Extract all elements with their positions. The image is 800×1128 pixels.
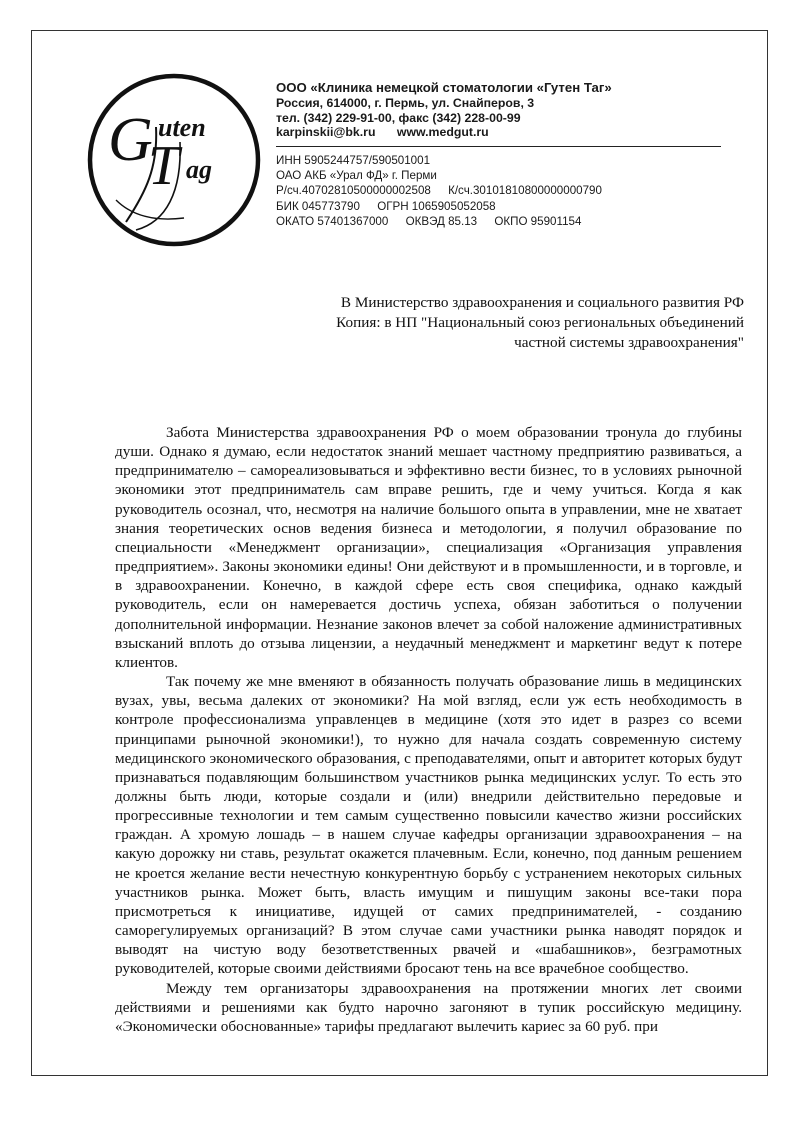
company-bik-ogrn <box>276 199 746 214</box>
addressee-block <box>336 293 744 353</box>
company-okved: ОКВЭД 85.13 <box>405 215 478 229</box>
guten-tag-logo-icon <box>86 72 262 248</box>
company-inn: ИНН 5905244757/590501001 <box>276 153 431 167</box>
account-ks: К/сч.30101810800000000790 <box>448 184 602 198</box>
addressee-line: Копия: в НП "Национальный союз региональных объединений <box>336 314 744 331</box>
company-name: ООО «Клиника немецкой стоматологии «Гутен Таг» <box>276 80 612 95</box>
addressee-line: В Министерство здравоохранения и социального развития РФ <box>340 294 744 311</box>
letter-paragraph: Между тем организаторы здравоохранения на протяжении многих лет своими действиями и решениями как будто нарочно загоняют в тупик российскую медицину. «Экономически обоснованные» тарифы предлагают вылечить кариес за 60 руб. при <box>115 979 742 1035</box>
letter-paragraph: Забота Министерства здравоохранения РФ о моем образовании тронула до глубины души. Однако я думаю, если недостаток знаний мешает частному предприятию развиваться, а предпринимателю – самореализовываться и эффективно вести бизнес, то в условиях рыночной экономики этот предприниматель сам вправе решить, где и чему учиться. Когда я как руководитель осознал, что, несмотря на наличие большого опыта в управлении, мне не хватает знания теоретических основ ведения бизнеса и методологии, я получил образование по специальности «Менеджмент организации», специализация «Организация управления предприятием». Законы экономики едины! Они действуют и в промышленности, и в торговле, и в здравоохранении. Конечно, в каждой сфере есть своя специфика, однако каждый руководитель, если он намеревается достичь успеха, обязан заботиться о получении дополнительной информации. Незнание законов влечет за собой наложение административных взысканий вплоть до отзыва лицензии, а неудачный менеджмент и маркетинг ведут к потере клиентов. <box>115 424 742 671</box>
company-bank: ОАО АКБ «Урал ФД» г. Перми <box>276 168 437 182</box>
letter-paragraph: Так почему же мне вменяют в обязанность получать образование лишь в медицинских вузах, увы, весьма далеких от экономики? На мой взгляд, если уж есть необходимость в контроле профессионализма управленцев в медицине (хотя это идет в разрез со всеми принципами рыночной экономики!), то нужно для начала создать современную систему медицинского экономического образования, с преподавателями, опыт и авторитет которых будут признаваться подавляющим большинством участников рынка медицинских услуг. То есть это должны быть люди, которые создали и (или) внедрили действительно передовые и прогрессивные технологии и тем самым существенно повысили качество жизни российских граждан. А хромую лошадь – в нашем случае кафедры организации здравоохранения – на какую дорожку ни ставь, результат окажется плачевным. Если, конечно, под данным решением не кроется желание вести нечестную конкурентную борьбу с устранением некоторых сильных участников рынка. Может быть, власть имущим и пишущим законы все-таки пора присмотреться к инициативе, идущей от самих предпринимателей, - созданию саморегулируемых организаций? В этом случае сами участники рынка наводят порядок и выводят на чистую воду безответственных рвачей и «шабашников», безграмотных руководителей, которые своими действиями бросают тень на все врачебное сообщество. <box>115 673 742 978</box>
logo-initial-t: T <box>148 135 180 197</box>
letterhead <box>276 80 746 230</box>
company-ogrn: ОГРН 1065905052058 <box>377 199 496 213</box>
letter-body <box>115 423 742 1036</box>
logo-text-top: uten <box>158 113 206 142</box>
logo-initial-g: G <box>108 106 153 174</box>
company-email-link[interactable]: karpinskii@bk.ru <box>276 125 376 139</box>
addressee-line: частной системы здравоохранения" <box>514 334 744 351</box>
company-phones: тел. (342) 229-91-00, факс (342) 228-00-99 <box>276 110 521 125</box>
company-accounts <box>276 183 746 198</box>
company-codes <box>276 214 746 229</box>
company-address: Россия, 614000, г. Пермь, ул. Снайперов, 3 <box>276 96 535 110</box>
company-bik: БИК 045773790 <box>276 199 360 213</box>
logo-text-bottom: ag <box>186 155 212 184</box>
company-email-web <box>276 125 746 140</box>
header-divider <box>276 146 721 147</box>
account-rs: Р/сч.40702810500000002508 <box>276 184 431 198</box>
company-okpo: ОКПО 95901154 <box>494 215 582 229</box>
company-website-link[interactable]: www.medgut.ru <box>396 125 489 139</box>
company-okato: ОКАТО 57401367000 <box>276 215 389 229</box>
